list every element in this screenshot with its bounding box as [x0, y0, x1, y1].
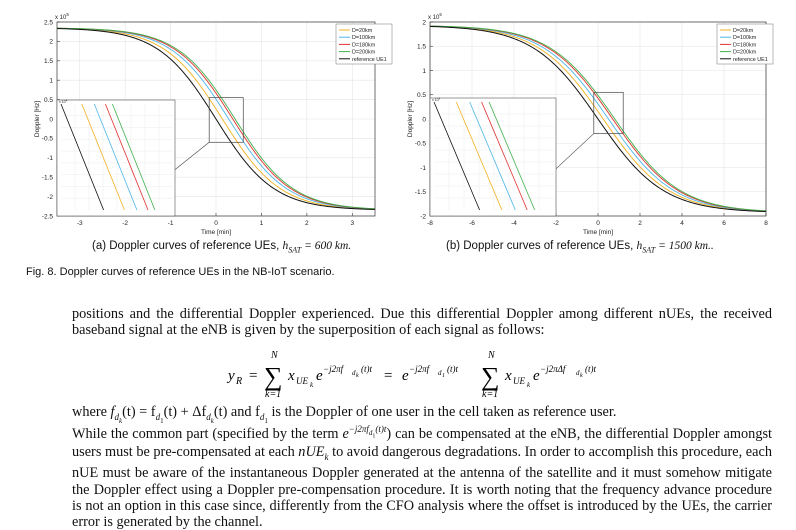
fig-b-ytick-label: 1 — [422, 67, 426, 75]
fig-a-legend-label-4: reference UE1 — [352, 56, 387, 63]
fig-a-ytick-label: 2.5 — [43, 19, 53, 27]
eq-sum1-bottom: k=1 — [265, 389, 282, 400]
fig-b-legend-label-0: D=20km — [733, 28, 754, 34]
fig-b-xtick-label: 8 — [764, 220, 768, 227]
fig-b-xtick-label: 4 — [680, 220, 684, 227]
p2-plus: (t) + Δf — [163, 404, 207, 420]
figure-b-caption-h: h — [636, 240, 643, 252]
fig-a-x-axis-label: Time [min] — [200, 229, 232, 236]
figure-b-chart — [398, 0, 796, 262]
p3-nue: nUE — [298, 444, 325, 461]
fig-a-y-exponent-power: 5 — [66, 12, 69, 17]
figure-b-caption — [446, 240, 714, 254]
fig-a-legend-label-3: D=200km — [352, 49, 376, 56]
fig-b-ytick-label: 0.5 — [416, 92, 426, 100]
fig-a-inset-exponent: x $10^4$ — [59, 98, 68, 104]
eq-term2: x — [505, 368, 512, 384]
fig-b-xtick-label: 0 — [596, 220, 600, 227]
fig-a-legend-label-1: D=100km — [352, 35, 376, 42]
fig-b-y-exponent: x $10^5$ — [428, 12, 442, 21]
figure-a-chart — [0, 0, 398, 262]
eq-e3: e — [533, 368, 540, 384]
fig-a-ytick-label: -1 — [47, 155, 53, 163]
fig-a-ytick-label: 2 — [49, 38, 53, 46]
fig-b-xtick-label: -6 — [469, 220, 475, 227]
paragraph-3 — [72, 421, 772, 530]
p3-term-sup-tail: (t)t — [375, 424, 387, 434]
eq-term2-sub: UE — [513, 376, 525, 386]
fig-a-xtick-label: 1 — [259, 220, 264, 227]
fig-a-xtick-label: 2 — [305, 220, 309, 227]
p3-term-sup-subsub: 1 — [372, 433, 376, 440]
p2-where: where — [72, 404, 111, 420]
fig-b-xtick-label: 2 — [638, 220, 642, 227]
fig-b-xtick-label: 6 — [722, 220, 726, 227]
fig-a-inset-exponent-power: 4 — [65, 98, 68, 103]
p2-eq: (t) = f — [122, 404, 156, 420]
fig-a-ytick-label: -0.5 — [41, 135, 53, 143]
fig-b-ytick-label: -1 — [420, 164, 426, 172]
fig-b-legend-label-2: D=180km — [733, 42, 757, 49]
eq-sum1-top: N — [271, 350, 278, 361]
fig-a-ytick-label: -1.5 — [41, 174, 53, 182]
eq-exp1-subsub: k — [356, 373, 359, 379]
paragraph-2: where $f_{d_k}(t) = f_{d_1}(t) + \Delta f_{d_k}(t)$ and $f_{d_1}$ is the Doppler of one user in the cell taken as reference user. — [72, 404, 617, 425]
fig-a-y-exponent: x $10^5$ — [55, 12, 69, 21]
figure-b-caption-value: = 1500 km.. — [655, 240, 714, 252]
fig-a-ytick-label: -2 — [47, 193, 53, 201]
eq-sum2-top: N — [488, 350, 495, 361]
fig-b-inset-exponent-power: 4 — [438, 96, 441, 101]
fig-b-legend-label-3: D=200km — [733, 49, 757, 56]
fig-a-xtick-label: 0 — [214, 220, 218, 227]
eq-mid-exp-tail: (t)t — [447, 364, 458, 374]
fig-b-ytick-label: -2 — [420, 213, 426, 221]
fig-b-x-axis-label: Time [min] — [582, 229, 614, 236]
eq-e1: e — [316, 368, 323, 384]
fig-a-ytick-label: -2.5 — [41, 213, 53, 221]
paragraph-1: positions and the differential Doppler experienced. Due this differential Doppler among different nUEs, the received baseband signal at the eNB is given by the superposition of each signal as follows: — [72, 306, 772, 339]
fig-a-xtick-label: 3 — [350, 220, 355, 227]
fig-b-xtick-label: -2 — [553, 220, 559, 227]
figure-b-caption-sub: SAT — [642, 245, 656, 255]
eq-sum2-bottom: k=1 — [482, 389, 499, 400]
eq-term1-subsub: k — [310, 381, 314, 389]
p3-b: ) can be compensated at the eNB, the differential Doppler amongst users must be pre-compensated at each — [72, 425, 773, 461]
eq-mid-exp-sub: d — [438, 369, 442, 377]
eq-sum1-sigma: ∑ — [264, 362, 283, 391]
fig-a-xtick-label: -2 — [122, 220, 129, 227]
eq-lhs: y — [228, 368, 235, 384]
eq-exp1: −j2πf — [323, 364, 344, 374]
eq-sum2-sigma: ∑ — [481, 362, 500, 391]
equation — [0, 343, 796, 403]
eq-exp1-sub: d — [352, 369, 356, 377]
fig-b-xtick-label: -4 — [511, 220, 517, 227]
fig-b-ytick-label: 1.5 — [416, 43, 426, 51]
eq-exp2-subsub: k — [580, 373, 583, 379]
eq-equals-2: = — [384, 368, 393, 384]
eq-mid-exp: −j2πf — [409, 364, 430, 374]
fig-b-y-axis-label: Doppler [Hz] — [407, 100, 414, 138]
eq-e2: e — [402, 368, 409, 384]
p3-term-sup-sub: d — [368, 428, 373, 437]
fig-a-ytick-label: 1.5 — [43, 58, 53, 66]
eq-lhs-sub: R — [236, 376, 243, 387]
eq-exp1-tail: (t)t — [361, 364, 372, 374]
fig-a-legend-label-2: D=180km — [352, 42, 376, 49]
fig-b-xtick-label: -8 — [427, 220, 433, 227]
figure-a-caption-h: h — [282, 240, 289, 252]
fig-a-ytick-label: 1 — [49, 77, 53, 85]
fig-a-ytick-label: 0.5 — [43, 96, 53, 104]
figure-b-caption-text: (b) Doppler curves of reference UEs, — [446, 240, 637, 252]
figure-a-caption-sub: SAT — [288, 245, 302, 255]
figure-a-caption-value: = 600 km. — [301, 240, 352, 252]
eq-exp2: −j2πΔf — [540, 364, 566, 374]
eq-term1-sub: UE — [296, 376, 308, 386]
eq-term2-subsub: k — [527, 381, 531, 389]
p3-term: e — [342, 425, 349, 442]
figure-caption: Fig. 8. Doppler curves of reference UEs in the NB-IoT scenario. — [26, 266, 335, 278]
p2-tail: is the Doppler of one user in the cell taken as reference user. — [267, 404, 617, 420]
figure-a-caption-text: (a) Doppler curves of reference UEs, — [92, 240, 283, 252]
eq-exp2-sub: d — [576, 369, 580, 377]
eq-exp2-tail: (t)t — [585, 364, 596, 374]
eq-mid-exp-subsub: 1 — [442, 373, 445, 379]
p2-f-dk: f — [110, 404, 115, 420]
eq-equals-1: = — [249, 368, 258, 384]
p3-nue-sub: k — [324, 452, 329, 463]
p3-c: to avoid dangerous degradations. In order to accomplish this procedure, each nUE must be aware of the instantaneous Doppler generated at the antenna of the satellite and it must somehow mitigate the Doppler effect using a Doppler pre-compensation procedure. It is worth noting that the frequency advance procedure is not an option in this case since, differently from the CFO analysis where the offset is introduced by the UEs, the carrier error is generated by the channel. — [72, 444, 772, 530]
fig-b-ytick-label: 2 — [422, 19, 426, 27]
fig-b-legend-label-1: D=100km — [733, 35, 757, 42]
fig-b-inset-exponent: x $10^4$ — [432, 96, 441, 102]
fig-a-legend-label-0: D=20km — [352, 28, 373, 34]
fig-a-xtick-label: -1 — [167, 220, 174, 227]
p3-term-sup: −j2πf — [348, 424, 369, 434]
fig-a-ytick-label: 0 — [49, 116, 53, 124]
fig-b-y-exponent-power: 5 — [439, 12, 442, 17]
fig-b-ytick-label: -1.5 — [414, 189, 426, 197]
fig-b-ytick-label: 0 — [422, 116, 426, 124]
p2-rest: (t) and f — [213, 404, 260, 420]
p3-a: While the common part (specified by the term — [72, 425, 343, 442]
fig-b-legend-label-4: reference UE1 — [733, 56, 768, 63]
eq-term1: x — [288, 368, 295, 384]
fig-a-xtick-label: -3 — [76, 220, 83, 227]
fig-a-y-axis-label: Doppler [Hz] — [34, 100, 41, 138]
fig-b-ytick-label: -0.5 — [414, 140, 426, 148]
figure-a-caption — [92, 240, 351, 254]
